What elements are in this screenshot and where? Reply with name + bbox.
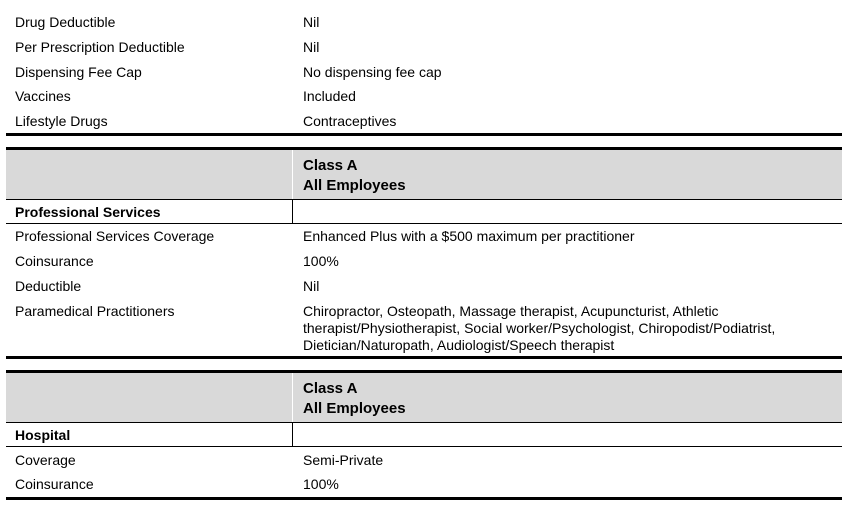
class-group: All Employees bbox=[303, 177, 406, 194]
row-label: Vaccines bbox=[15, 88, 71, 104]
row-value: Nil bbox=[303, 39, 320, 55]
row-value: Nil bbox=[303, 278, 320, 294]
table-row bbox=[6, 278, 842, 295]
row-value: Enhanced Plus with a $500 maximum per practitioner bbox=[303, 228, 635, 244]
row-value: Contraceptives bbox=[303, 113, 397, 129]
row-label: Paramedical Practitioners bbox=[15, 303, 175, 319]
row-value: No dispensing fee cap bbox=[303, 64, 442, 80]
row-label: Lifestyle Drugs bbox=[15, 113, 108, 129]
section-divider bbox=[6, 133, 842, 136]
row-label: Coverage bbox=[15, 452, 76, 468]
section-divider bbox=[6, 356, 842, 359]
row-label: Deductible bbox=[15, 278, 82, 294]
row-label: Dispensing Fee Cap bbox=[15, 64, 142, 80]
row-label: Per Prescription Deductible bbox=[15, 39, 185, 55]
table-row bbox=[6, 113, 842, 130]
row-value: Nil bbox=[303, 14, 320, 30]
table-row bbox=[6, 228, 842, 245]
class-name: Class A bbox=[303, 157, 358, 174]
class-group: All Employees bbox=[303, 400, 406, 417]
row-label: Coinsurance bbox=[15, 476, 94, 492]
section-title-row bbox=[6, 423, 842, 447]
table-row bbox=[6, 452, 842, 469]
table-row bbox=[6, 14, 842, 31]
table-row bbox=[6, 39, 842, 56]
section-divider bbox=[6, 497, 842, 500]
table-row bbox=[6, 253, 842, 270]
table-row bbox=[6, 476, 842, 493]
class-header bbox=[6, 147, 842, 200]
section-title-row bbox=[6, 200, 842, 224]
section-title: Hospital bbox=[15, 427, 71, 443]
row-value: 100% bbox=[303, 253, 339, 269]
row-value: Included bbox=[303, 88, 356, 104]
row-value: Semi-Private bbox=[303, 452, 384, 468]
section-title: Professional Services bbox=[15, 204, 161, 220]
table-row bbox=[6, 64, 842, 81]
class-name: Class A bbox=[303, 380, 358, 397]
row-label: Coinsurance bbox=[15, 253, 94, 269]
table-row bbox=[6, 88, 842, 105]
row-label: Drug Deductible bbox=[15, 14, 116, 30]
table-row bbox=[6, 303, 842, 355]
row-value: Chiropractor, Osteopath, Massage therapist, Acupuncturist, Athletic therapist/Physiotherapist, Social worker/Psychologist, Chiropodist/Podiatrist, Dietician/Naturopath, Audiologist/Speech therapist bbox=[303, 303, 776, 353]
row-value: 100% bbox=[303, 476, 339, 492]
class-header bbox=[6, 370, 842, 423]
row-label: Professional Services Coverage bbox=[15, 228, 215, 244]
